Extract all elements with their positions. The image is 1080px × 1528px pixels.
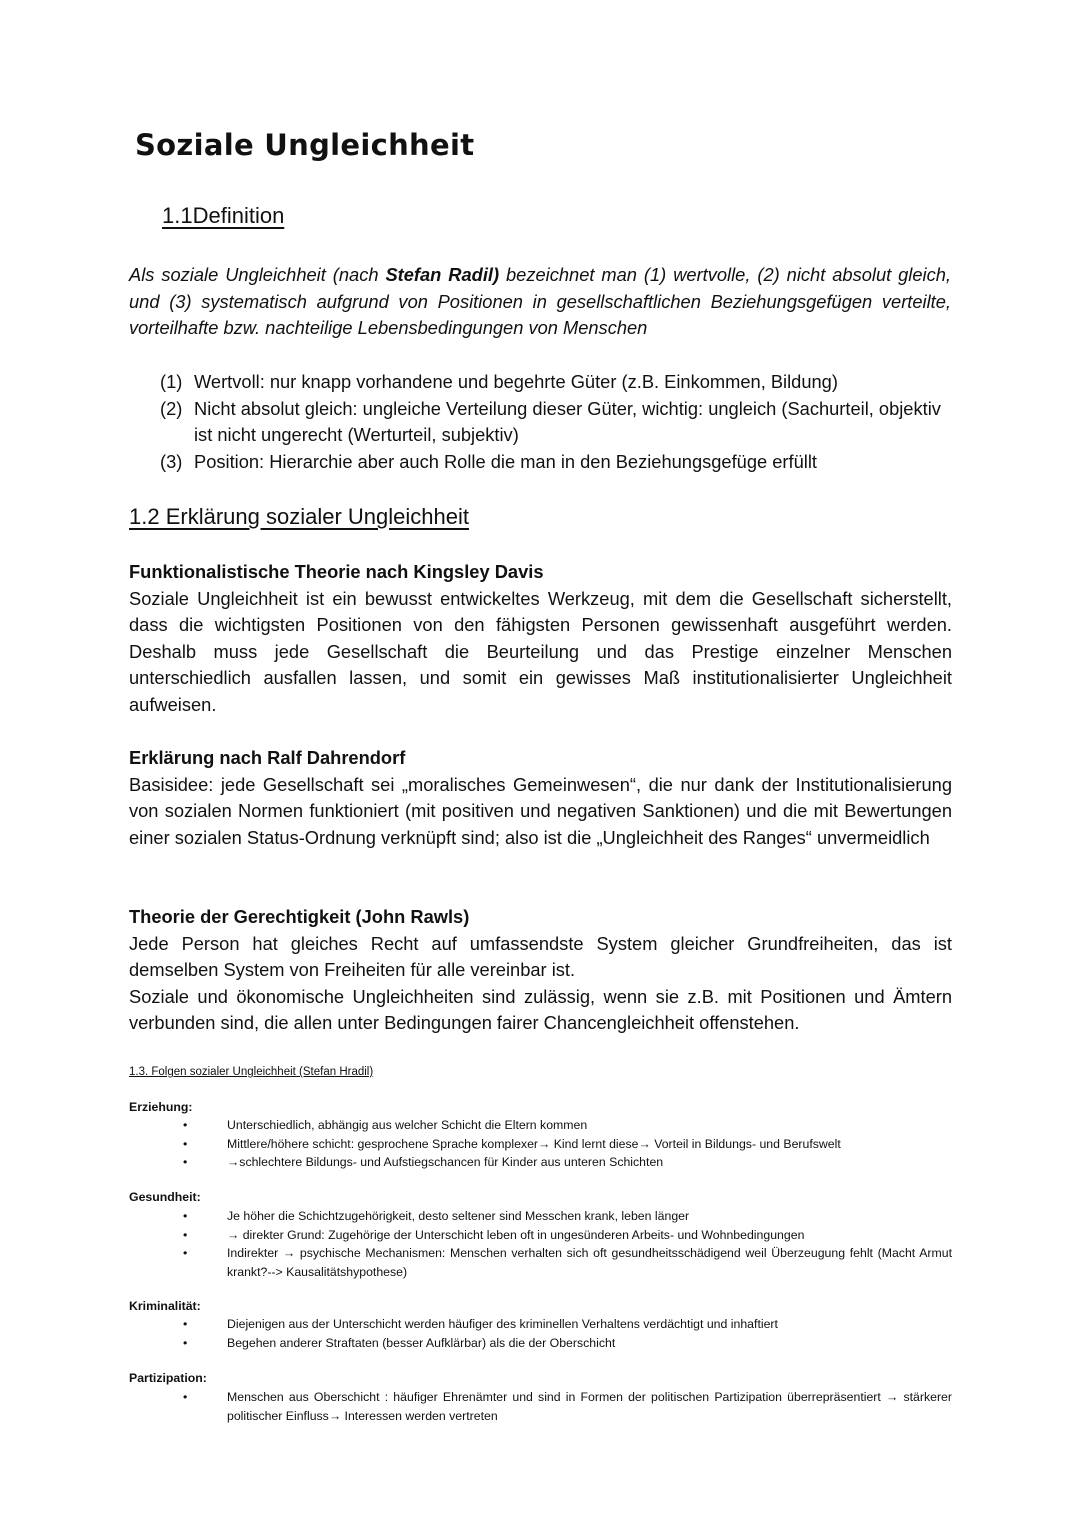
- theory-title: Funktionalistische Theorie nach Kingsley Davis: [129, 561, 544, 582]
- explanation-heading: 1.2 Erklärung sozialer Ungleichheit: [129, 504, 469, 529]
- theory-paragraph: Soziale und ökonomische Ungleichheiten sind zulässig, wenn sie z.B. mit Positionen und Ämtern verbunden sind, die allen unter Bedingungen fairer Chancengleichheit offenstehen.: [129, 985, 952, 1033]
- list-item: • Je höher die Schichtzugehörigkeit, desto seltener sind Messchen krank, leben länger: [180, 1207, 952, 1226]
- bullet-icon: •: [183, 1155, 188, 1169]
- numbered-list-item: [160, 369, 952, 396]
- list-item: • Unterschiedlich, abhängig aus welcher Schicht die Eltern kommen: [180, 1116, 952, 1135]
- theory-paragraph: Soziale Ungleichheit ist ein bewusst entwickeltes Werkzeug, mit dem die Gesellschaft sicherstellt, dass die wichtigsten Positionen von den fähigsten Personen gewissenhaft ausgeführt werden. Deshalb muss jede Gesellschaft die Beurteilung und das Prestige einzelner Menschen unterschiedlich ausfallen lassen, und somit ein gewisses Maß institutionalisierter Ungleichheit aufweisen.: [129, 587, 952, 715]
- theory-paragraph: Basisidee: jede Gesellschaft sei „moralisches Gemeinwesen“, die nur dank der Institutionalisierung von sozialen Normen funktioniert (mit positiven und negativen Sanktionen) und die mit Bewertungen einer sozialen Status-Ordnung verknüpft sind; also ist die „Ungleichheit des Ranges“ unvermeidlich: [129, 773, 952, 848]
- list-number: (3): [160, 450, 183, 472]
- theory-rawls: [129, 904, 952, 1037]
- bullet-icon: •: [183, 1118, 188, 1132]
- page-title: Soziale Ungleichheit: [135, 128, 475, 162]
- definition-part1: Als soziale Ungleichheit (nach: [129, 264, 386, 285]
- list-item: • → direkter Grund: Zugehörige der Unterschicht leben oft in ungesünderen Arbeits- und Wohnbedingungen: [180, 1226, 952, 1245]
- list-text: Wertvoll: nur knapp vorhandene und begehrte Güter (z.B. Einkommen, Bildung): [194, 371, 838, 392]
- definition-part2: bezeichnet man (1) wertvolle, (2) nicht absolut gleich, und (3) systematisch aufgrund von Positionen in gesellschaftlichen Beziehungsgefügen verteilte, vorteilhafte bzw. nachteilige Lebensbedingungen von Menschen: [129, 264, 951, 338]
- list-item: • Mittlere/höhere schicht: gesprochene Sprache komplexer→ Kind lernt diese→ Vorteil in Bildungs- und Berufswelt: [180, 1135, 952, 1154]
- category-label-partizipation: Partizipation:: [129, 1371, 207, 1385]
- bullet-icon: •: [183, 1209, 188, 1223]
- definition-heading: 1.1Definition: [162, 203, 285, 228]
- definition-paragraph: [129, 262, 951, 342]
- list-text: Position: Hierarchie aber auch Rolle die man in den Beziehungsgefüge erfüllt: [194, 450, 817, 472]
- list-number: (1): [160, 371, 183, 392]
- consequences-heading: 1.3. Folgen sozialer Ungleichheit (Stefan Hradil): [129, 1066, 374, 1078]
- category-label-gesundheit: Gesundheit:: [129, 1190, 201, 1204]
- category-label-kriminalitaet: Kriminalität:: [129, 1299, 201, 1313]
- theory-title: Erklärung nach Ralf Dahrendorf: [129, 747, 406, 768]
- numbered-list-item: [160, 449, 952, 476]
- theory-paragraph: Jede Person hat gleiches Recht auf umfassendste System gleicher Grundfreiheiten, das ist demselben System von Freiheiten für alle vereinbar ist.: [129, 932, 952, 980]
- list-item: • Begehen anderer Straftaten (besser Aufklärbar) als die der Oberschicht: [180, 1334, 952, 1353]
- theory-dahrendorf: [129, 745, 952, 851]
- list-text: Nicht absolut gleich: ungleiche Verteilung dieser Güter, wichtig: ungleich (Sachurteil, objektiv ist nicht ungerecht (Werturteil, subjektiv): [194, 397, 941, 445]
- category-list-kriminalitaet: [180, 1315, 952, 1352]
- bullet-icon: •: [183, 1335, 188, 1350]
- bullet-icon: •: [183, 1246, 188, 1260]
- bullet-icon: •: [183, 1390, 188, 1404]
- category-label-erziehung: Erziehung:: [129, 1100, 193, 1114]
- definition-author: Stefan Radil): [385, 264, 500, 285]
- bullet-icon: •: [183, 1317, 188, 1331]
- category-list-erziehung: [180, 1116, 952, 1172]
- numbered-list: [160, 369, 952, 475]
- category-list-partizipation: [180, 1388, 952, 1425]
- list-number: (2): [160, 397, 183, 419]
- list-item: • →schlechtere Bildungs- und Aufstiegschancen für Kinder aus unteren Schichten: [180, 1153, 952, 1172]
- bullet-icon: •: [183, 1227, 188, 1242]
- category-list-gesundheit: [180, 1207, 952, 1281]
- theory-title: Theorie der Gerechtigkeit (John Rawls): [129, 906, 470, 927]
- numbered-list-item: [160, 396, 952, 449]
- list-item: • Indirekter → psychische Mechanismen: Menschen verhalten sich oft gesundheitsschädigend weil Überzeugung fehlt (Macht Armut krankt?--> Kausalitätshypothese): [180, 1244, 952, 1281]
- theory-davis: [129, 559, 952, 718]
- list-item: • Diejenigen aus der Unterschicht werden häufiger des kriminellen Verhaltens verdächtigt und inhaftiert: [180, 1315, 952, 1334]
- bullet-icon: •: [183, 1136, 188, 1151]
- list-item: • Menschen aus Oberschicht : häufiger Ehrenämter und sind in Formen der politischen Partizipation überrepräsentiert → stärkerer politischer Einfluss→ Interessen werden vertreten: [180, 1388, 952, 1425]
